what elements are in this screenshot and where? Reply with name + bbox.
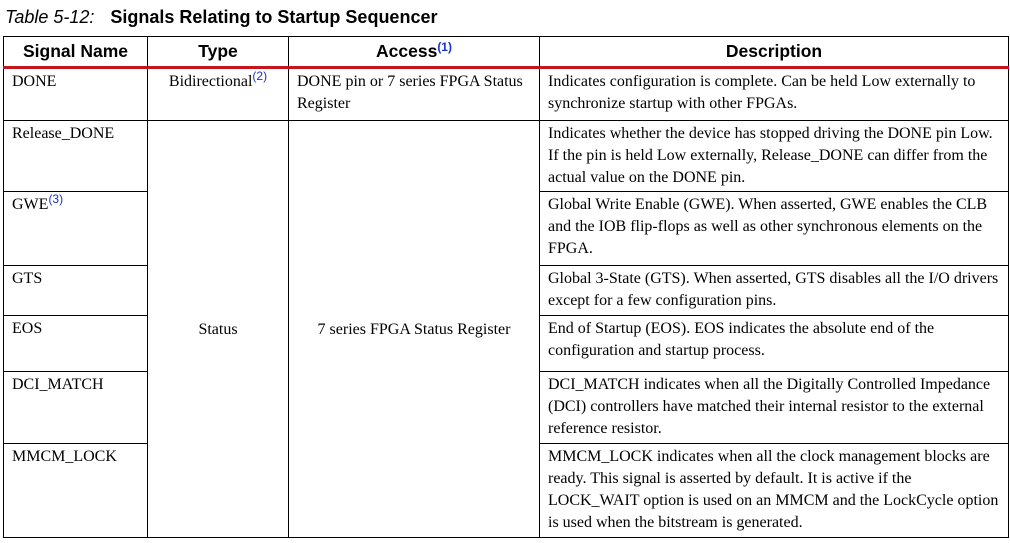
table-row <box>4 68 1009 121</box>
table-caption <box>5 5 437 29</box>
type-cell <box>148 68 289 121</box>
type-merged-cell: Status <box>148 121 289 538</box>
signal-cell <box>4 192 148 266</box>
type-value: Bidirectional <box>168 73 253 90</box>
access-cell: DONE pin or 7 series FPGA Status Register <box>289 68 540 121</box>
footnote-link-2[interactable]: (2) <box>252 69 268 83</box>
table-row <box>4 121 1009 192</box>
header-description: Description <box>540 37 1009 68</box>
header-signal-name: Signal Name <box>4 37 148 68</box>
signal-cell <box>4 266 148 316</box>
footnote-link-3[interactable]: (3) <box>48 192 64 206</box>
header-access-label: Access <box>376 41 438 61</box>
signal-cell <box>4 121 148 192</box>
description-cell: Global Write Enable (GWE). When asserted, GWE enables the CLB and the IOB flip-flops as well as other synchronous elements on the FPGA. <box>540 192 1009 266</box>
header-access <box>289 37 540 68</box>
signal-name: Release_DONE <box>12 125 115 142</box>
signal-cell <box>4 444 148 538</box>
description-cell: Indicates whether the device has stopped driving the DONE pin Low. If the pin is held Low externally, Release_DONE can differ from the actual value on the DONE pin. <box>540 121 1009 192</box>
signal-cell <box>4 372 148 444</box>
signal-name: EOS <box>12 320 43 337</box>
footnote-link-1[interactable]: (1) <box>437 40 452 54</box>
signal-name: GTS <box>12 270 43 287</box>
signal-name: DONE <box>12 73 57 90</box>
signal-name: DCI_MATCH <box>12 376 104 393</box>
signal-name: MMCM_LOCK <box>12 448 117 465</box>
table-title: Signals Relating to Startup Sequencer <box>110 7 438 27</box>
description-cell: DCI_MATCH indicates when all the Digitally Controlled Impedance (DCI) controllers have matched their internal resistor to the external reference resistor. <box>540 372 1009 444</box>
signal-cell <box>4 316 148 372</box>
table-number: Table 5-12: <box>5 7 95 27</box>
signal-cell <box>4 68 148 121</box>
description-cell: Global 3-State (GTS). When asserted, GTS disables all the I/O drivers except for a few configuration pins. <box>540 266 1009 316</box>
description-cell: MMCM_LOCK indicates when all the clock management blocks are ready. This signal is asserted by default. It is active if the LOCK_WAIT option is used on an MMCM and the LockCycle option is used when the bitstream is generated. <box>540 444 1009 538</box>
access-merged-cell: 7 series FPGA Status Register <box>289 121 540 538</box>
header-type: Type <box>148 37 289 68</box>
description-cell: End of Startup (EOS). EOS indicates the absolute end of the configuration and startup process. <box>540 316 1009 372</box>
signals-table <box>3 36 1009 538</box>
description-cell: Indicates configuration is complete. Can be held Low externally to synchronize startup with other FPGAs. <box>540 68 1009 121</box>
header-row <box>4 37 1009 68</box>
signal-name: GWE <box>12 196 49 213</box>
